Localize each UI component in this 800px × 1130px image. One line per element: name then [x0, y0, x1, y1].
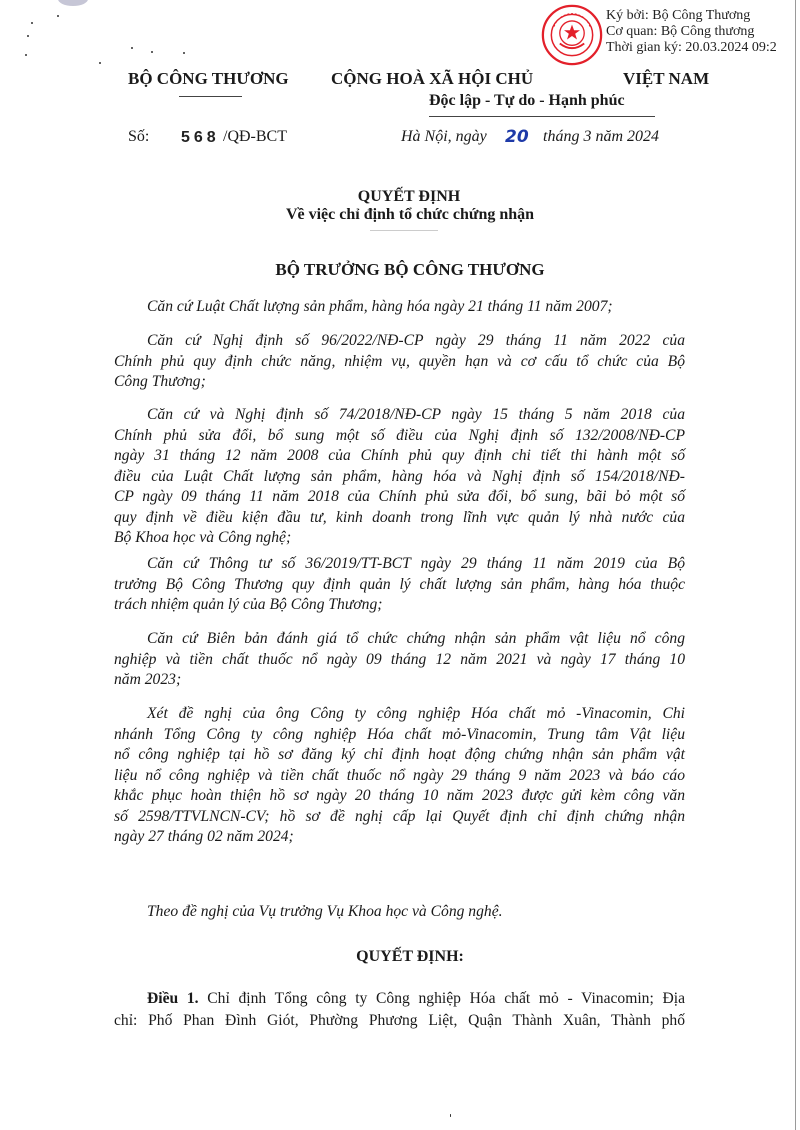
- preamble-line: nổ công nghiệp tại hồ sơ đăng ký chỉ định hoạt động chứng nhận sản phẩm vật: [114, 746, 685, 763]
- preamble-paragraph: [114, 297, 685, 318]
- article-1-line: chỉ: Phố Phan Đình Giót, Phường Phương Liệt, Quận Thành Xuân, Thành phố: [114, 1012, 685, 1029]
- official-seal: [541, 4, 603, 66]
- scan-speck: [151, 51, 153, 53]
- handwritten-day: 20: [505, 127, 529, 147]
- preamble-line: liệu nổ công nghiệp và tiền chất thuốc nổ ngày 29 tháng 9 năm 2023 và báo cáo: [114, 766, 685, 784]
- issuing-authority: BỘ TRƯỞNG BỘ CÔNG THƯƠNG: [275, 260, 545, 279]
- subject-underline: [370, 230, 438, 231]
- preamble-line: điều của Luật Chất lượng sản phẩm, hàng hóa và Nghị định số 154/2018/NĐ-: [114, 467, 685, 485]
- document-number-value: 568: [181, 129, 220, 146]
- national-motto: Độc lập - Tự do - Hạnh phúc: [429, 92, 625, 109]
- scan-speck: [450, 1114, 451, 1117]
- preamble-paragraph: [114, 554, 685, 616]
- article-1-text: Chỉ định Tổng công ty Công nghiệp Hóa chất mỏ - Vinacomin; Địa: [207, 990, 685, 1007]
- decision-heading: QUYẾT ĐỊNH: [357, 188, 461, 205]
- preamble-line: Bộ Khoa học và Công nghệ;: [114, 529, 292, 546]
- preamble-line: nghiệp và tiền chất thuốc nổ ngày 09 tháng 12 năm 2021 và ngày 17 tháng 10: [114, 650, 685, 668]
- preamble-line: Căn cứ và Nghị định số 74/2018/NĐ-CP ngày 15 tháng 5 năm 2018 của: [147, 406, 685, 423]
- decision-section-heading: QUYẾT ĐỊNH:: [356, 948, 464, 965]
- scan-speck: [99, 62, 101, 64]
- preamble-paragraph: [114, 902, 685, 923]
- place-date-suffix: tháng 3 năm 2024: [543, 128, 659, 145]
- signature-agency: Cơ quan: Bộ Công thương: [606, 24, 755, 39]
- preamble-line: Chính phủ sửa đổi, bổ sung một số điều của Nghị định số 132/2008/NĐ-CP: [114, 426, 685, 444]
- preamble-line: ngày 31 tháng 12 năm 2008 của Chính phủ quy định chi tiết thi hành một số: [114, 447, 685, 464]
- preamble-paragraph: [114, 331, 685, 393]
- signature-signed-by: Ký bởi: Bộ Công Thương: [606, 8, 751, 23]
- article-1-line: [114, 988, 685, 1010]
- preamble-line: Chính phủ quy định chức năng, nhiệm vụ, quyền hạn và cơ cấu tổ chức của Bộ: [114, 352, 685, 370]
- preamble-line: ngày 27 tháng 02 năm 2024;: [114, 828, 294, 845]
- article-1-label: Điều 1.: [147, 990, 199, 1007]
- preamble-line: quy định về điều kiện đầu tư, kinh doanh trong lĩnh vực quản lý nhà nước của: [114, 508, 685, 526]
- preamble-line: Xét đề nghị của ông Công ty công nghiệp Hóa chất mỏ -Vinacomin, Chi: [147, 705, 685, 722]
- motto-underline: [429, 116, 655, 117]
- republic-name-part2: VIỆT NAM: [623, 69, 710, 88]
- preamble-line: Theo đề nghị của Vụ trưởng Vụ Khoa học và Công nghệ.: [147, 903, 503, 920]
- preamble-paragraph: [114, 405, 685, 549]
- place-date-prefix: Hà Nội, ngày: [401, 128, 487, 145]
- preamble-line: năm 2023;: [114, 671, 182, 688]
- preamble-line: nhánh Tổng Công ty công nghiệp Hóa chất mỏ-Vinacomin, Trung tâm Vật liệu: [114, 725, 685, 743]
- preamble-line: trách nhiệm quản lý của Bộ Công Thương;: [114, 596, 383, 613]
- digital-signature-block: [606, 8, 777, 56]
- document-number-suffix: /QĐ-BCT: [223, 128, 287, 145]
- preamble-line: Căn cứ Luật Chất lượng sản phẩm, hàng hóa ngày 21 tháng 11 năm 2007;: [147, 298, 613, 315]
- republic-name-part1: CỘNG HOÀ XÃ HỘI CHỦ: [331, 69, 534, 88]
- signature-time: Thời gian ký: 20.03.2024 09:2: [606, 40, 777, 55]
- preamble-paragraph: [114, 629, 685, 691]
- scan-speck: [131, 47, 133, 49]
- decision-subject: Về việc chỉ định tổ chức chứng nhận: [285, 206, 535, 223]
- preamble-line: số 2598/TTVLNCN-CV; hồ sơ đề nghị cấp lại Quyết định chỉ định chứng nhận: [114, 807, 685, 825]
- scan-speck: [183, 52, 185, 54]
- scan-smudge: [58, 0, 88, 6]
- preamble-line: Căn cứ Biên bản đánh giá tổ chức chứng nhận sản phẩm vật liệu nổ công: [147, 630, 685, 647]
- scan-speck: [25, 54, 27, 56]
- document-number-label: Số:: [128, 128, 150, 145]
- scan-speck: [31, 22, 33, 24]
- preamble-line: trưởng Bộ Công Thương quy định quản lý chất lượng sản phẩm, hàng hóa thuộc: [114, 575, 685, 593]
- preamble-line: Công Thương;: [114, 373, 206, 390]
- preamble-line: khắc phục hoàn thiện hồ sơ ngày 20 tháng 10 năm 2023 được gửi kèm công văn: [114, 787, 685, 804]
- preamble-line: Căn cứ Thông tư số 36/2019/TT-BCT ngày 29 tháng 11 năm 2019 của Bộ: [147, 555, 685, 572]
- preamble-paragraph: [114, 704, 685, 848]
- preamble-line: CP ngày 09 tháng 11 năm 2018 của Chính phủ sửa đổi, bổ sung, bãi bỏ một số: [114, 488, 685, 505]
- agency-name: BỘ CÔNG THƯƠNG: [128, 69, 289, 88]
- article-1: [114, 988, 685, 1032]
- scan-speck: [27, 35, 29, 37]
- preamble-line: Căn cứ Nghị định số 96/2022/NĐ-CP ngày 29 tháng 11 năm 2022 của: [147, 332, 685, 349]
- seal-star-icon: [564, 25, 580, 40]
- agency-underline: [179, 96, 242, 97]
- scan-speck: [57, 15, 59, 17]
